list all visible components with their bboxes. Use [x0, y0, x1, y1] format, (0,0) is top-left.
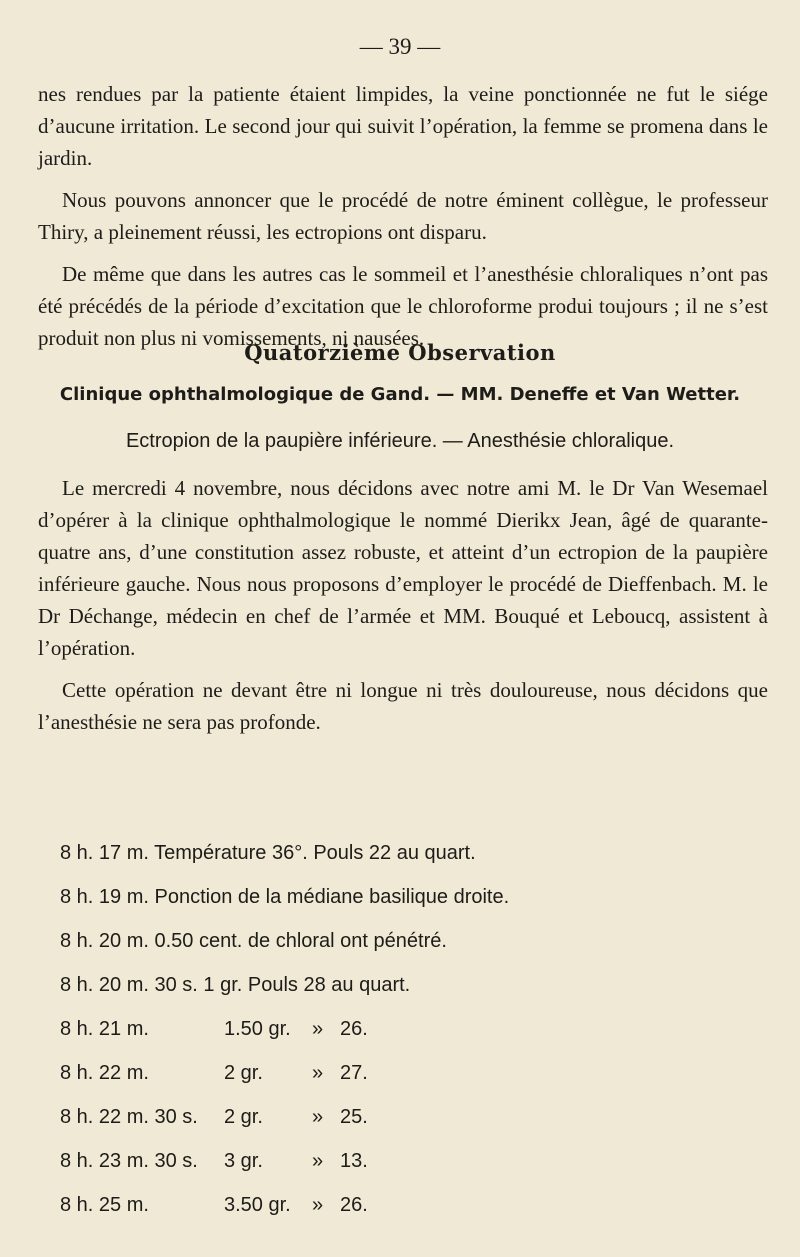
intro-text [38, 78, 768, 354]
ditto-mark: » [312, 1194, 324, 1216]
pulse-cell: 26. [340, 1018, 368, 1040]
pulse-cell: 13. [340, 1150, 368, 1172]
time-cell: 8 h. 23 m. 30 s. [60, 1150, 198, 1172]
pulse-cell: 25. [340, 1106, 368, 1128]
paragraph-5: Cette opération ne devant être ni longue ni très douloureuse, nous décidons que l’anesthésie ne sera pas profonde. [38, 678, 768, 734]
log-line-4: 8 h. 20 m. 30 s. 1 gr. Pouls 28 au quart. [60, 974, 411, 996]
dose-cell: 1.50 gr. [224, 1018, 291, 1040]
paragraph-1: nes rendues par la patiente étaient limpides, la veine ponctionnée ne fut le siége d’aucune irritation. Le second jour qui suivit l’opération, la femme se promena dans le jardin. [38, 82, 768, 170]
paragraph-2: Nous pouvons annoncer que le procédé de notre éminent collègue, le professeur Thiry, a pleinement réussi, les ectropions ont disparu. [38, 188, 768, 244]
dose-cell: 3.50 gr. [224, 1194, 291, 1216]
ditto-mark: » [312, 1062, 324, 1084]
paragraph-4: Le mercredi 4 novembre, nous décidons avec notre ami M. le Dr Van Wesemael d’opérer à la clinique ophthalmologique le nommé Dierikx Jean, âgé de quarante-quatre ans, d’une constitution assez robuste, et atteint d’un ectropion de la paupière inférieure gauche. Nous nous proposons d’employer le procédé de Dieffenbach. M. le Dr Déchange, médecin en chef de l’armée et MM. Bouqué et Leboucq, assistent à l’opération. [38, 476, 768, 660]
dose-cell: 2 gr. [224, 1062, 263, 1084]
dose-cell: 2 gr. [224, 1106, 263, 1128]
log-line-3: 8 h. 20 m. 0.50 cent. de chloral ont pénétré. [60, 930, 447, 952]
pulse-cell: 26. [340, 1194, 368, 1216]
ditto-mark: » [312, 1018, 324, 1040]
log-line-2: 8 h. 19 m. Ponction de la médiane basilique droite. [60, 886, 510, 908]
section-title: Quatorzième Observation [244, 340, 556, 365]
subject-line: Ectropion de la paupière inférieure. — Anesthésie chloralique. [125, 430, 675, 452]
ditto-mark: » [312, 1150, 324, 1172]
time-cell: 8 h. 22 m. [60, 1062, 149, 1084]
time-cell: 8 h. 21 m. [60, 1018, 149, 1040]
dose-cell: 3 gr. [224, 1150, 263, 1172]
time-cell: 8 h. 22 m. 30 s. [60, 1106, 198, 1128]
body-text [38, 472, 768, 738]
log-line-1: 8 h. 17 m. Température 36°. Pouls 22 au quart. [60, 842, 476, 864]
paragraph-3: De même que dans les autres cas le sommeil et l’anesthésie chloraliques n’ont pas été précédés de la période d’excitation que le chloroforme produi toujours ; il ne s’est produit non plus ni vomissements, ni nausées. [38, 262, 768, 350]
clinic-line: Clinique ophthalmologique de Gand. — MM. Deneffe et Van Wetter. [59, 384, 741, 405]
ditto-mark: » [312, 1106, 324, 1128]
page-number: — 39 — [359, 34, 441, 59]
time-cell: 8 h. 25 m. [60, 1194, 149, 1216]
pulse-cell: 27. [340, 1062, 368, 1084]
